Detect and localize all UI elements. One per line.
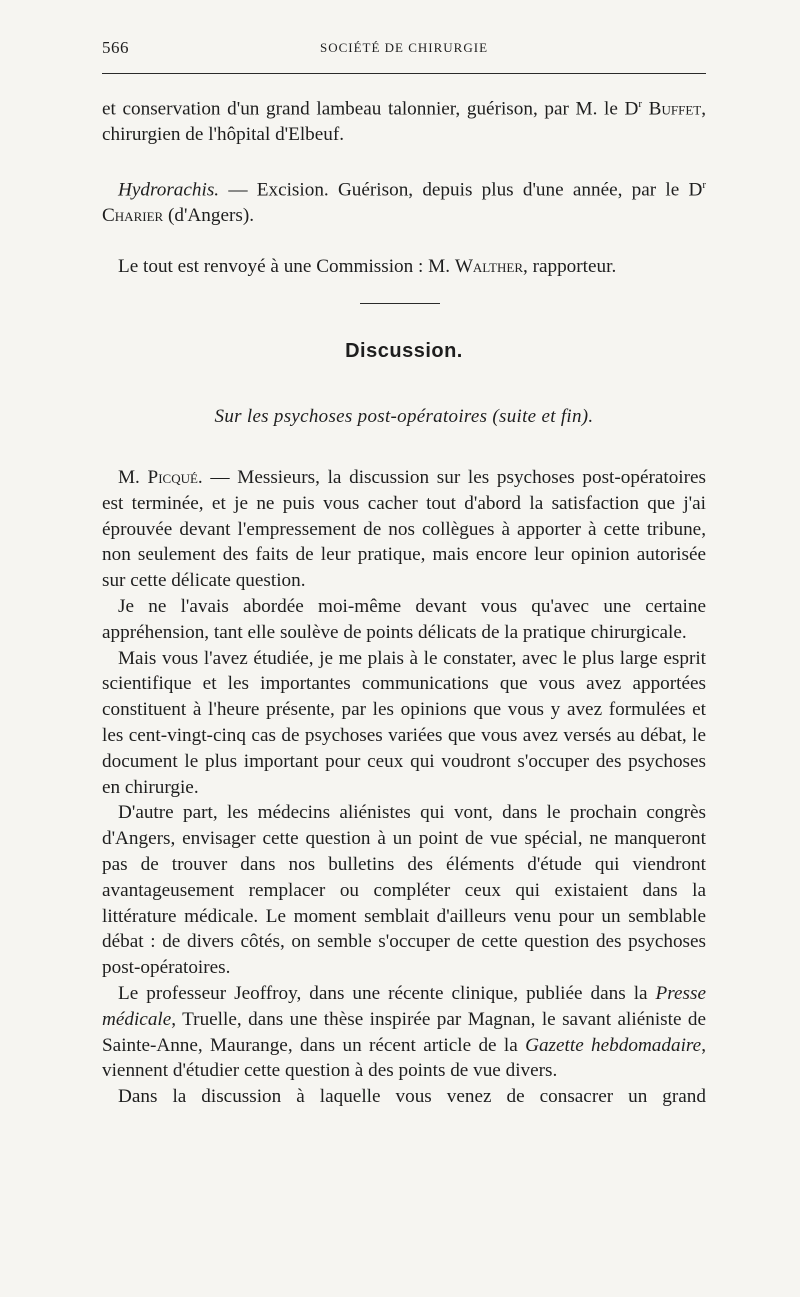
paragraph-hydrorachis bbox=[102, 173, 706, 229]
paragraph-scientific-spirit: Mais vous l'avez étudiée, je me plais à le constater, avec le plus large esprit scientifique et les importantes communications que vous avez apportées constituent à l'heure présente, par les opinions que vous y avez formulées et les cent-vingt-cinq cas de psychoses variées que vous avez versés au débat, le document le plus important pour ceux qui voudront s'occuper des psychoses en chirurgie. bbox=[102, 647, 706, 798]
paragraph-continuation: Dans la discussion à laquelle vous venez de consacrer un grand bbox=[118, 1086, 706, 1108]
text-run: et conservation d'un grand lambeau talonnier, guérison, par M. le D bbox=[102, 98, 639, 120]
discussion-block bbox=[102, 465, 706, 1110]
text-run: , rapporteur. bbox=[523, 255, 617, 277]
header-rule bbox=[102, 73, 706, 74]
paragraph-jeoffroy bbox=[102, 981, 706, 1084]
page-header bbox=[102, 38, 706, 60]
journal-title-presse-medicale: Presse médicale bbox=[102, 982, 706, 1030]
text-run: M. bbox=[118, 467, 148, 488]
author-name-buffet: Buffet bbox=[648, 98, 702, 120]
author-name-walther: Walther bbox=[454, 255, 523, 277]
intro-block bbox=[102, 92, 706, 280]
section-divider bbox=[360, 303, 440, 304]
journal-title-gazette-hebdomadaire: Gazette hebdomadaire bbox=[525, 1034, 702, 1056]
page-number: 566 bbox=[102, 38, 129, 57]
text-run: — Messieurs, la discussion sur les psychoses post-opératoires est terminée, et je ne puis vous cacher tout d'abord la satisfaction que j'ai éprouvée devant l'empressement de nos collègues à apporter à cette tribune, non seulement des faits de leur pratique, mais encore leur opinion autorisée sur cette délicate question. bbox=[102, 467, 707, 592]
text-run: Le professeur Jeoffroy, dans une récente clinique, publiée dans la bbox=[118, 982, 656, 1004]
paragraph-buffet bbox=[102, 92, 706, 148]
paragraph-alienists: D'autre part, les médecins aliénistes qui vont, dans le prochain congrès d'Angers, envisager cette question à un point de vue spécial, ne manqueront pas de trouver dans nos bulletins des éléments d'étude qui viendront avantageusement remplacer ou compléter ceux qui existaient dans la littérature médicale. Le moment semblait d'ailleurs venu pour un semblable débat : de divers côtés, on semble s'occuper de cette question des psychoses post-opératoires. bbox=[102, 802, 706, 979]
paragraph-apprehension: Je ne l'avais abordée moi-même devant vous qu'avec une certaine appréhension, tant elle soulève de points délicats de la pratique chirurgicale. bbox=[102, 595, 706, 643]
text-run: , chirurgien de l'hôpital d'Elbeuf. bbox=[102, 98, 706, 146]
speaker-name: Picqué. bbox=[147, 467, 203, 488]
section-heading: Discussion. bbox=[345, 340, 463, 362]
section-subheading: Sur les psychoses post-opératoires (suite et fin). bbox=[214, 406, 594, 427]
text-run: , viennent d'étudier cette question à des points de vue divers. bbox=[102, 1034, 706, 1082]
superscript: r bbox=[702, 178, 706, 191]
text-run: , Truelle, dans une thèse inspirée par Magnan, le savant aliéniste de Sainte-Anne, Maurange, dans un récent article de la bbox=[102, 1008, 706, 1056]
running-head: SOCIÉTÉ DE CHIRURGIE bbox=[319, 40, 489, 55]
superscript: r bbox=[638, 98, 643, 110]
case-title-hydrorachis: Hydrorachis. bbox=[118, 179, 220, 201]
paragraph-commission bbox=[102, 254, 706, 280]
author-name-charier: Charier bbox=[102, 205, 164, 227]
text-run: (d'Angers). bbox=[163, 205, 255, 227]
text-run: Le tout est renvoyé à une Commission : M. bbox=[118, 255, 455, 277]
text-run: — Excision. Guérison, depuis plus d'une année, par le D bbox=[219, 179, 703, 201]
paragraph-picque bbox=[102, 465, 706, 594]
